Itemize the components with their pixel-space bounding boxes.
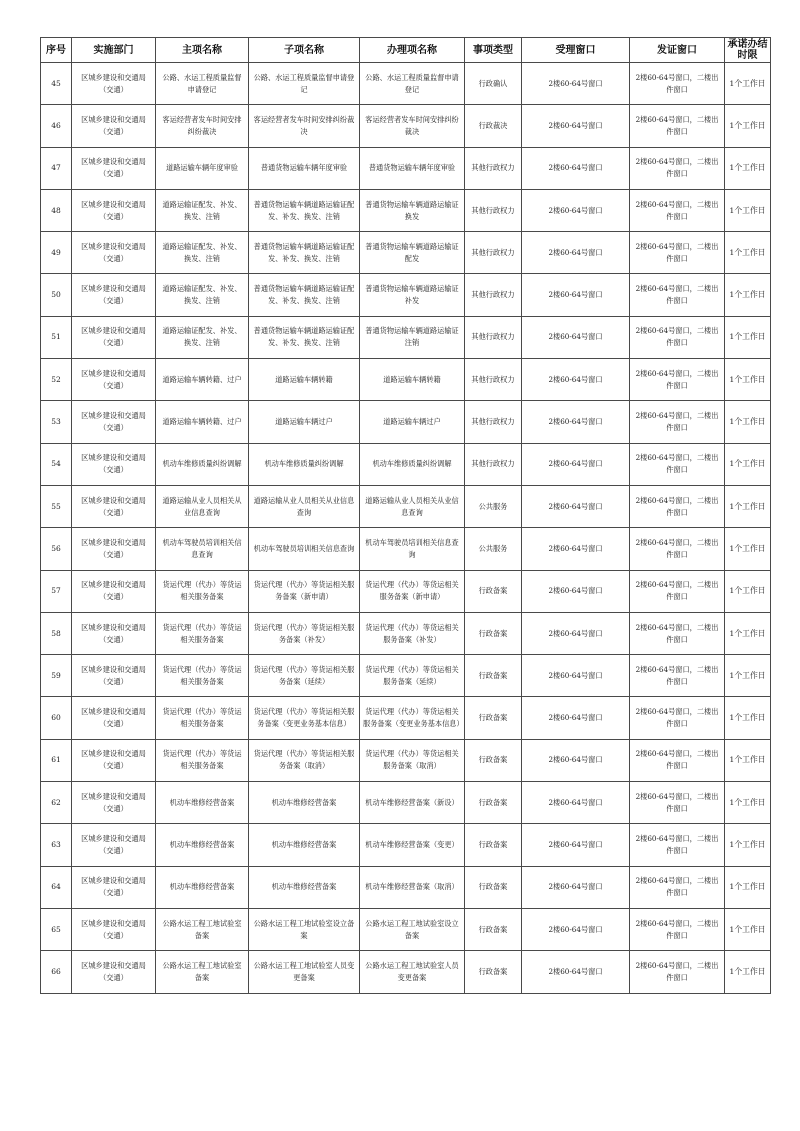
cell-handling-item: 道路运输从业人员相关从业信息查询: [360, 485, 465, 527]
cell-item-type: 其他行政权力: [465, 189, 522, 231]
cell-handling-item: 普通货物运输车辆年度审验: [360, 147, 465, 189]
cell-department: 区城乡建设和交通局（交通）: [72, 443, 156, 485]
cell-issue-window: 2楼60-64号窗口，二楼出件窗口: [630, 316, 725, 358]
cell-main-item: 货运代理（代办）等货运相关服务备案: [156, 655, 249, 697]
cell-issue-window: 2楼60-64号窗口，二楼出件窗口: [630, 697, 725, 739]
cell-issue-window: 2楼60-64号窗口，二楼出件窗口: [630, 866, 725, 908]
cell-accept-window: 2楼60-64号窗口: [522, 401, 630, 443]
cell-department: 区城乡建设和交通局（交通）: [72, 824, 156, 866]
cell-main-item: 道路运输证配发、补发、换发、注销: [156, 189, 249, 231]
cell-accept-window: 2楼60-64号窗口: [522, 528, 630, 570]
cell-sub-item: 普通货物运输车辆年度审验: [249, 147, 360, 189]
table-row: [41, 612, 771, 654]
cell-issue-window: 2楼60-64号窗口，二楼出件窗口: [630, 655, 725, 697]
cell-department: 区城乡建设和交通局（交通）: [72, 274, 156, 316]
header-sub-item: 子项名称: [249, 38, 360, 63]
cell-accept-window: 2楼60-64号窗口: [522, 232, 630, 274]
cell-accept-window: 2楼60-64号窗口: [522, 147, 630, 189]
cell-seq: 65: [41, 908, 72, 950]
cell-main-item: 机动车维修经营备案: [156, 866, 249, 908]
table-row: [41, 63, 771, 105]
cell-deadline: 1个工作日: [725, 908, 771, 950]
cell-sub-item: 公路、水运工程质量监督申请登记: [249, 63, 360, 105]
cell-issue-window: 2楼60-64号窗口，二楼出件窗口: [630, 782, 725, 824]
cell-handling-item: 机动车维修质量纠纷调解: [360, 443, 465, 485]
cell-department: 区城乡建设和交通局（交通）: [72, 866, 156, 908]
cell-department: 区城乡建设和交通局（交通）: [72, 528, 156, 570]
cell-accept-window: 2楼60-64号窗口: [522, 612, 630, 654]
cell-accept-window: 2楼60-64号窗口: [522, 824, 630, 866]
cell-accept-window: 2楼60-64号窗口: [522, 866, 630, 908]
cell-sub-item: 道路运输车辆过户: [249, 401, 360, 443]
cell-deadline: 1个工作日: [725, 316, 771, 358]
cell-item-type: 行政备案: [465, 782, 522, 824]
cell-department: 区城乡建设和交通局（交通）: [72, 739, 156, 781]
cell-issue-window: 2楼60-64号窗口，二楼出件窗口: [630, 274, 725, 316]
cell-seq: 62: [41, 782, 72, 824]
table-row: [41, 359, 771, 401]
table-row: [41, 147, 771, 189]
cell-deadline: 1个工作日: [725, 612, 771, 654]
cell-sub-item: 机动车维修经营备案: [249, 782, 360, 824]
cell-issue-window: 2楼60-64号窗口，二楼出件窗口: [630, 105, 725, 147]
table-row: [41, 951, 771, 993]
cell-department: 区城乡建设和交通局（交通）: [72, 63, 156, 105]
cell-handling-item: 货运代理（代办）等货运相关服务备案（取消）: [360, 739, 465, 781]
cell-seq: 48: [41, 189, 72, 231]
cell-accept-window: 2楼60-64号窗口: [522, 274, 630, 316]
cell-main-item: 客运经营者发车时间安排纠纷裁决: [156, 105, 249, 147]
cell-handling-item: 货运代理（代办）等货运相关服务备案（变更业务基本信息）: [360, 697, 465, 739]
cell-seq: 51: [41, 316, 72, 358]
cell-department: 区城乡建设和交通局（交通）: [72, 401, 156, 443]
cell-item-type: 公共服务: [465, 528, 522, 570]
cell-main-item: 道路运输证配发、补发、换发、注销: [156, 232, 249, 274]
cell-sub-item: 道路运输车辆转籍: [249, 359, 360, 401]
cell-issue-window: 2楼60-64号窗口，二楼出件窗口: [630, 189, 725, 231]
cell-sub-item: 公路水运工程工地试验室设立备案: [249, 908, 360, 950]
cell-item-type: 其他行政权力: [465, 401, 522, 443]
cell-main-item: 货运代理（代办）等货运相关服务备案: [156, 570, 249, 612]
cell-accept-window: 2楼60-64号窗口: [522, 782, 630, 824]
cell-department: 区城乡建设和交通局（交通）: [72, 232, 156, 274]
cell-handling-item: 货运代理（代办）等货运相关服务备案（补发）: [360, 612, 465, 654]
cell-handling-item: 公路水运工程工地试验室设立备案: [360, 908, 465, 950]
cell-sub-item: 公路水运工程工地试验室人员变更备案: [249, 951, 360, 993]
cell-handling-item: 公路、水运工程质量监督申请登记: [360, 63, 465, 105]
cell-item-type: 行政备案: [465, 655, 522, 697]
cell-seq: 56: [41, 528, 72, 570]
header-item-type: 事项类型: [465, 38, 522, 63]
cell-handling-item: 道路运输车辆过户: [360, 401, 465, 443]
cell-issue-window: 2楼60-64号窗口，二楼出件窗口: [630, 824, 725, 866]
cell-handling-item: 普通货物运输车辆道路运输证配发: [360, 232, 465, 274]
header-row: [41, 38, 771, 63]
cell-item-type: 其他行政权力: [465, 274, 522, 316]
cell-main-item: 公路、水运工程质量监督申请登记: [156, 63, 249, 105]
table-row: [41, 739, 771, 781]
cell-issue-window: 2楼60-64号窗口，二楼出件窗口: [630, 528, 725, 570]
cell-sub-item: 普通货物运输车辆道路运输证配发、补发、换发、注销: [249, 232, 360, 274]
cell-accept-window: 2楼60-64号窗口: [522, 739, 630, 781]
cell-deadline: 1个工作日: [725, 824, 771, 866]
table-row: [41, 274, 771, 316]
cell-accept-window: 2楼60-64号窗口: [522, 316, 630, 358]
cell-sub-item: 机动车维修经营备案: [249, 824, 360, 866]
cell-sub-item: 机动车维修经营备案: [249, 866, 360, 908]
table-row: [41, 824, 771, 866]
table-row: [41, 570, 771, 612]
cell-main-item: 道路运输证配发、补发、换发、注销: [156, 274, 249, 316]
cell-deadline: 1个工作日: [725, 105, 771, 147]
cell-main-item: 机动车维修质量纠纷调解: [156, 443, 249, 485]
cell-accept-window: 2楼60-64号窗口: [522, 485, 630, 527]
header-main-item: 主项名称: [156, 38, 249, 63]
header-handling-item: 办理项名称: [360, 38, 465, 63]
table-row: [41, 782, 771, 824]
cell-handling-item: 客运经营者发车时间安排纠纷裁决: [360, 105, 465, 147]
cell-item-type: 行政备案: [465, 866, 522, 908]
cell-deadline: 1个工作日: [725, 697, 771, 739]
cell-deadline: 1个工作日: [725, 232, 771, 274]
cell-issue-window: 2楼60-64号窗口，二楼出件窗口: [630, 951, 725, 993]
cell-item-type: 其他行政权力: [465, 147, 522, 189]
cell-issue-window: 2楼60-64号窗口，二楼出件窗口: [630, 359, 725, 401]
cell-deadline: 1个工作日: [725, 739, 771, 781]
cell-main-item: 公路水运工程工地试验室备案: [156, 951, 249, 993]
table-row: [41, 443, 771, 485]
cell-department: 区城乡建设和交通局（交通）: [72, 485, 156, 527]
cell-handling-item: 普通货物运输车辆道路运输证注销: [360, 316, 465, 358]
cell-item-type: 其他行政权力: [465, 316, 522, 358]
cell-department: 区城乡建设和交通局（交通）: [72, 189, 156, 231]
cell-accept-window: 2楼60-64号窗口: [522, 189, 630, 231]
table-body: [41, 63, 771, 994]
cell-item-type: 行政备案: [465, 612, 522, 654]
cell-accept-window: 2楼60-64号窗口: [522, 951, 630, 993]
table-row: [41, 316, 771, 358]
cell-item-type: 其他行政权力: [465, 232, 522, 274]
cell-department: 区城乡建设和交通局（交通）: [72, 147, 156, 189]
table-row: [41, 528, 771, 570]
cell-deadline: 1个工作日: [725, 782, 771, 824]
cell-accept-window: 2楼60-64号窗口: [522, 359, 630, 401]
cell-deadline: 1个工作日: [725, 443, 771, 485]
cell-sub-item: 普通货物运输车辆道路运输证配发、补发、换发、注销: [249, 316, 360, 358]
cell-item-type: 行政备案: [465, 908, 522, 950]
cell-sub-item: 客运经营者发车时间安排纠纷裁决: [249, 105, 360, 147]
table-row: [41, 105, 771, 147]
cell-sub-item: 货运代理（代办）等货运相关服务备案（延续）: [249, 655, 360, 697]
table-row: [41, 189, 771, 231]
cell-department: 区城乡建设和交通局（交通）: [72, 612, 156, 654]
cell-sub-item: 普通货物运输车辆道路运输证配发、补发、换发、注销: [249, 189, 360, 231]
cell-deadline: 1个工作日: [725, 189, 771, 231]
header-department: 实施部门: [72, 38, 156, 63]
cell-deadline: 1个工作日: [725, 951, 771, 993]
cell-handling-item: 道路运输车辆转籍: [360, 359, 465, 401]
cell-issue-window: 2楼60-64号窗口，二楼出件窗口: [630, 612, 725, 654]
cell-deadline: 1个工作日: [725, 274, 771, 316]
cell-deadline: 1个工作日: [725, 570, 771, 612]
header-deadline: 承诺办结时限: [725, 38, 771, 63]
cell-main-item: 货运代理（代办）等货运相关服务备案: [156, 612, 249, 654]
cell-handling-item: 机动车驾驶员培训相关信息查询: [360, 528, 465, 570]
cell-department: 区城乡建设和交通局（交通）: [72, 782, 156, 824]
cell-main-item: 机动车驾驶员培训相关信息查询: [156, 528, 249, 570]
cell-issue-window: 2楼60-64号窗口，二楼出件窗口: [630, 739, 725, 781]
cell-accept-window: 2楼60-64号窗口: [522, 697, 630, 739]
cell-department: 区城乡建设和交通局（交通）: [72, 951, 156, 993]
cell-main-item: 道路运输从业人员相关从业信息查询: [156, 485, 249, 527]
table-row: [41, 697, 771, 739]
cell-seq: 64: [41, 866, 72, 908]
cell-deadline: 1个工作日: [725, 655, 771, 697]
matters-table: [40, 37, 771, 994]
cell-accept-window: 2楼60-64号窗口: [522, 443, 630, 485]
cell-item-type: 行政备案: [465, 739, 522, 781]
cell-item-type: 其他行政权力: [465, 359, 522, 401]
cell-seq: 53: [41, 401, 72, 443]
cell-handling-item: 机动车维修经营备案（变更）: [360, 824, 465, 866]
table-row: [41, 655, 771, 697]
cell-sub-item: 机动车驾驶员培训相关信息查询: [249, 528, 360, 570]
cell-deadline: 1个工作日: [725, 485, 771, 527]
table-row: [41, 401, 771, 443]
cell-seq: 52: [41, 359, 72, 401]
cell-department: 区城乡建设和交通局（交通）: [72, 908, 156, 950]
cell-sub-item: 机动车维修质量纠纷调解: [249, 443, 360, 485]
cell-handling-item: 公路水运工程工地试验室人员变更备案: [360, 951, 465, 993]
cell-item-type: 行政裁决: [465, 105, 522, 147]
cell-deadline: 1个工作日: [725, 401, 771, 443]
cell-main-item: 道路运输车辆转籍、过户: [156, 359, 249, 401]
table-header: [41, 38, 771, 63]
cell-item-type: 行政备案: [465, 570, 522, 612]
cell-accept-window: 2楼60-64号窗口: [522, 655, 630, 697]
cell-issue-window: 2楼60-64号窗口，二楼出件窗口: [630, 485, 725, 527]
cell-issue-window: 2楼60-64号窗口，二楼出件窗口: [630, 147, 725, 189]
cell-seq: 49: [41, 232, 72, 274]
cell-seq: 47: [41, 147, 72, 189]
cell-item-type: 行政备案: [465, 951, 522, 993]
cell-issue-window: 2楼60-64号窗口，二楼出件窗口: [630, 570, 725, 612]
table-row: [41, 232, 771, 274]
cell-seq: 58: [41, 612, 72, 654]
cell-issue-window: 2楼60-64号窗口，二楼出件窗口: [630, 908, 725, 950]
cell-seq: 60: [41, 697, 72, 739]
cell-handling-item: 普通货物运输车辆道路运输证补发: [360, 274, 465, 316]
cell-sub-item: 道路运输从业人员相关从业信息查询: [249, 485, 360, 527]
cell-handling-item: 机动车维修经营备案（新设）: [360, 782, 465, 824]
cell-seq: 45: [41, 63, 72, 105]
cell-accept-window: 2楼60-64号窗口: [522, 105, 630, 147]
cell-item-type: 行政备案: [465, 824, 522, 866]
cell-main-item: 机动车维修经营备案: [156, 782, 249, 824]
cell-seq: 46: [41, 105, 72, 147]
cell-seq: 50: [41, 274, 72, 316]
cell-item-type: 行政确认: [465, 63, 522, 105]
cell-deadline: 1个工作日: [725, 528, 771, 570]
cell-sub-item: 普通货物运输车辆道路运输证配发、补发、换发、注销: [249, 274, 360, 316]
cell-issue-window: 2楼60-64号窗口，二楼出件窗口: [630, 63, 725, 105]
cell-seq: 61: [41, 739, 72, 781]
cell-main-item: 货运代理（代办）等货运相关服务备案: [156, 739, 249, 781]
cell-item-type: 行政备案: [465, 697, 522, 739]
cell-main-item: 机动车维修经营备案: [156, 824, 249, 866]
cell-sub-item: 货运代理（代办）等货运相关服务备案（变更业务基本信息）: [249, 697, 360, 739]
cell-main-item: 货运代理（代办）等货运相关服务备案: [156, 697, 249, 739]
cell-issue-window: 2楼60-64号窗口，二楼出件窗口: [630, 232, 725, 274]
cell-handling-item: 货运代理（代办）等货运相关服务备案（延续）: [360, 655, 465, 697]
cell-accept-window: 2楼60-64号窗口: [522, 908, 630, 950]
cell-handling-item: 普通货物运输车辆道路运输证换发: [360, 189, 465, 231]
cell-seq: 66: [41, 951, 72, 993]
table-row: [41, 485, 771, 527]
cell-handling-item: 货运代理（代办）等货运相关服务备案（新申请）: [360, 570, 465, 612]
cell-main-item: 公路水运工程工地试验室备案: [156, 908, 249, 950]
cell-handling-item: 机动车维修经营备案（取消）: [360, 866, 465, 908]
cell-main-item: 道路运输证配发、补发、换发、注销: [156, 316, 249, 358]
cell-department: 区城乡建设和交通局（交通）: [72, 359, 156, 401]
cell-seq: 59: [41, 655, 72, 697]
header-accept-window: 受理窗口: [522, 38, 630, 63]
cell-main-item: 道路运输车辆转籍、过户: [156, 401, 249, 443]
cell-seq: 57: [41, 570, 72, 612]
cell-seq: 54: [41, 443, 72, 485]
cell-deadline: 1个工作日: [725, 866, 771, 908]
table-row: [41, 866, 771, 908]
cell-department: 区城乡建设和交通局（交通）: [72, 655, 156, 697]
header-seq: 序号: [41, 38, 72, 63]
cell-accept-window: 2楼60-64号窗口: [522, 570, 630, 612]
cell-issue-window: 2楼60-64号窗口，二楼出件窗口: [630, 443, 725, 485]
cell-department: 区城乡建设和交通局（交通）: [72, 570, 156, 612]
cell-issue-window: 2楼60-64号窗口，二楼出件窗口: [630, 401, 725, 443]
cell-item-type: 其他行政权力: [465, 443, 522, 485]
cell-sub-item: 货运代理（代办）等货运相关服务备案（补发）: [249, 612, 360, 654]
cell-accept-window: 2楼60-64号窗口: [522, 63, 630, 105]
cell-department: 区城乡建设和交通局（交通）: [72, 697, 156, 739]
cell-sub-item: 货运代理（代办）等货运相关服务备案（取消）: [249, 739, 360, 781]
cell-deadline: 1个工作日: [725, 63, 771, 105]
cell-sub-item: 货运代理（代办）等货运相关服务备案（新申请）: [249, 570, 360, 612]
cell-main-item: 道路运输车辆年度审验: [156, 147, 249, 189]
cell-department: 区城乡建设和交通局（交通）: [72, 316, 156, 358]
cell-seq: 55: [41, 485, 72, 527]
cell-deadline: 1个工作日: [725, 147, 771, 189]
cell-seq: 63: [41, 824, 72, 866]
cell-department: 区城乡建设和交通局（交通）: [72, 105, 156, 147]
cell-item-type: 公共服务: [465, 485, 522, 527]
cell-deadline: 1个工作日: [725, 359, 771, 401]
table-row: [41, 908, 771, 950]
header-issue-window: 发证窗口: [630, 38, 725, 63]
